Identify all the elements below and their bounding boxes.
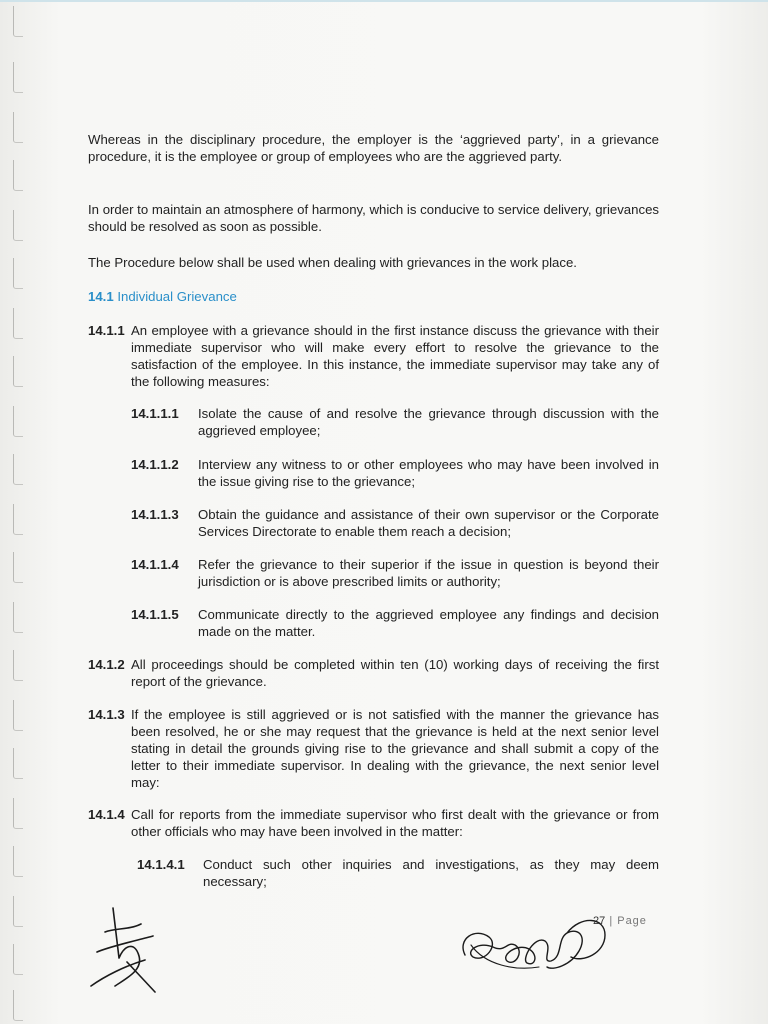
binding-hole	[13, 210, 23, 241]
binding-hole	[13, 748, 23, 779]
clause-14-1-3	[88, 706, 659, 792]
clause-text: Refer the grievance to their superior if the issue in question is beyond their jurisdiction or is above prescribed limits or authority;	[198, 557, 659, 589]
clause-text: All proceedings should be completed within ten (10) working days of receiving the first report of the grievance.	[131, 657, 659, 689]
clause-number: 14.1.4.1	[137, 857, 185, 872]
clause-number: 14.1.3	[88, 707, 125, 722]
clause-14-1-1-1	[131, 405, 659, 441]
clause-number: 14.1.2	[88, 657, 125, 672]
clause-number: 14.1.1.4	[131, 557, 179, 572]
clause-number: 14.1.1.1	[131, 406, 179, 421]
binding-hole	[13, 798, 23, 829]
binding-hole	[13, 990, 23, 1021]
binding-hole	[13, 944, 23, 975]
clause-14-1-2	[88, 656, 659, 692]
top-edge-line	[0, 0, 768, 2]
clause-number: 14.1.1.3	[131, 507, 179, 522]
binding-hole	[13, 700, 23, 731]
clause-text: Interview any witness to or other employees who may have been involved in the issue giving rise to the grievance;	[198, 457, 659, 489]
binding-hole	[13, 160, 23, 191]
section-title: Individual Grievance	[117, 289, 237, 304]
clause-text: Isolate the cause of and resolve the grievance through discussion with the aggrieved employee;	[198, 406, 659, 438]
binding-hole	[13, 454, 23, 485]
binding-hole	[13, 406, 23, 437]
binding-hole	[13, 552, 23, 583]
binding-hole	[13, 846, 23, 877]
handwritten-signature	[455, 905, 615, 985]
clause-14-1-4	[88, 806, 659, 842]
binding-hole	[13, 650, 23, 681]
clause-number: 14.1.1.2	[131, 457, 179, 472]
clause-14-1-1-2	[131, 456, 659, 492]
clause-text: An employee with a grievance should in the first instance discuss the grievance with their immediate supervisor who will make every effort to resolve the grievance to the satisfaction of the employee. In this instance, the immediate supervisor may take any of the following measures:	[131, 323, 659, 389]
section-number: 14.1	[88, 289, 114, 304]
clause-number: 14.1.4	[88, 807, 125, 822]
clause-text: If the employee is still aggrieved or is not satisfied with the manner the grievance has been resolved, he or she may request that the grievance is held at the next senior level stating in detail the grounds giving rise to the grievance and shall submit a copy of the letter to their immediate supervisor. In dealing with the grievance, the next senior level may:	[131, 707, 659, 790]
binding-hole	[13, 62, 23, 93]
clause-number: 14.1.1.5	[131, 607, 179, 622]
page-label: | Page	[609, 915, 647, 927]
clause-text: Obtain the guidance and assistance of their own supervisor or the Corporate Services Directorate to enable them reach a decision;	[198, 507, 659, 539]
binding-hole	[13, 6, 23, 37]
binding-holes	[0, 0, 34, 1024]
intro-paragraph-3: The Procedure below shall be used when dealing with grievances in the work place.	[88, 255, 577, 270]
binding-hole	[13, 112, 23, 143]
section-heading	[88, 289, 237, 304]
clause-14-1-1-5	[131, 606, 659, 642]
clause-14-1-4-1	[137, 856, 659, 892]
initials-signature	[85, 900, 175, 1000]
clause-text: Communicate directly to the aggrieved employee any findings and decision made on the matter.	[198, 607, 659, 639]
binding-hole	[13, 504, 23, 535]
binding-hole	[13, 896, 23, 927]
clause-number: 14.1.1	[88, 323, 125, 338]
clause-14-1-1-3	[131, 506, 659, 542]
clause-text: Call for reports from the immediate supervisor who first dealt with the grievance or from other officials who may have been involved in the matter:	[131, 807, 659, 839]
intro-paragraph-1: Whereas in the disciplinary procedure, the employer is the ‘aggrieved party’, in a grievance procedure, it is the employee or group of employees who are the aggrieved party.	[88, 132, 659, 164]
binding-hole	[13, 356, 23, 387]
page-number: 27	[593, 915, 606, 927]
clause-text: Conduct such other inquiries and investigations, as they may deem necessary;	[203, 857, 659, 889]
clause-14-1-1-4	[131, 556, 659, 592]
intro-paragraph-2: In order to maintain an atmosphere of harmony, which is conducive to service delivery, grievances should be resolved as soon as possible.	[88, 202, 659, 234]
binding-hole	[13, 308, 23, 339]
binding-hole	[13, 258, 23, 289]
clause-14-1-1	[88, 322, 659, 392]
binding-hole	[13, 602, 23, 633]
